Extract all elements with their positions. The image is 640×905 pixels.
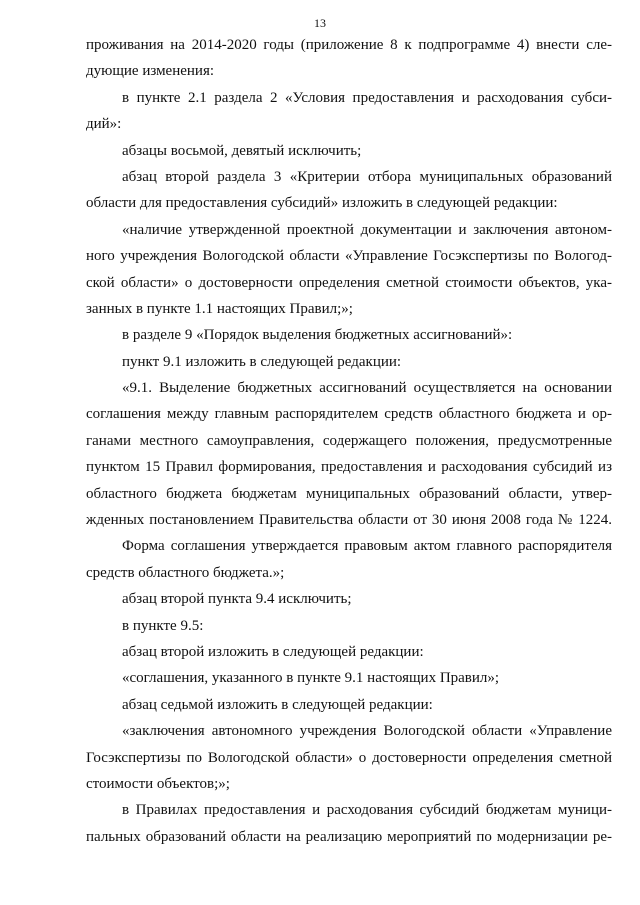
text-line: абзац второй изложить в следующей редакции: — [122, 643, 424, 660]
text-line: пункт 9.1 изложить в следующей редакции: — [122, 353, 402, 370]
text-line: дующие изменения: — [86, 63, 215, 80]
text-line: ганами местного самоуправления, содержащего положения, предусмотренные — [86, 432, 612, 449]
text-line: «9.1. Выделение бюджетных ассигнований осуществляется на основании — [122, 380, 612, 397]
text-line: абзацы восьмой, девятый исключить; — [122, 142, 362, 159]
text-line: пальных образований области на реализацию мероприятий по модернизации ре- — [86, 828, 612, 845]
text-line: областного бюджета бюджетам муниципальных образований области, утвер- — [86, 485, 612, 502]
text-line: в разделе 9 «Порядок выделения бюджетных ассигнований»: — [122, 327, 513, 344]
text-line: стоимости объектов;»; — [86, 775, 230, 792]
text-line: области для предоставления субсидий» изложить в следующей редакции: — [86, 195, 558, 212]
text-line: ного учреждения Вологодской области «Управление Госэкспертизы по Вологод- — [86, 248, 612, 265]
text-line: ской области» о достоверности определения сметной стоимости объектов, ука- — [86, 274, 612, 291]
text-line: жденных постановлением Правительства области от 30 июня 2008 года № 1224. — [86, 512, 612, 529]
text-line: в Правилах предоставления и расходования субсидий бюджетам муници- — [122, 802, 612, 819]
text-line: «наличие утвержденной проектной документации и заключения автоном- — [122, 221, 612, 238]
text-line: абзац второй раздела 3 «Критерии отбора муниципальных образований — [122, 168, 612, 185]
text-line: в пункте 2.1 раздела 2 «Условия предоставления и расходования субси- — [122, 89, 612, 106]
document-body — [86, 32, 612, 850]
page-number: 13 — [314, 16, 326, 30]
text-line: в пункте 9.5: — [122, 617, 204, 634]
text-line: «соглашения, указанного в пункте 9.1 настоящих Правил»; — [122, 670, 500, 687]
text-line: Госэкспертизы по Вологодской области» о достоверности определения сметной — [86, 749, 612, 766]
text-line: дий»: — [86, 116, 122, 133]
text-line: соглашения между главным распорядителем средств областного бюджета и ор- — [86, 406, 612, 423]
text-line: «заключения автономного учреждения Вологодской области «Управление — [122, 723, 612, 740]
text-line: средств областного бюджета.»; — [86, 564, 285, 581]
text-line: занных в пункте 1.1 настоящих Правил;»; — [86, 300, 353, 317]
text-line: проживания на 2014-2020 годы (приложение 8 к подпрограмме 4) внести сле- — [86, 37, 612, 53]
text-line: Форма соглашения утверждается правовым актом главного распорядителя — [122, 538, 612, 555]
text-line: абзац седьмой изложить в следующей редакции: — [122, 696, 433, 713]
text-line: абзац второй пункта 9.4 исключить; — [122, 591, 352, 608]
text-line: пунктом 15 Правил формирования, предоставления и расходования субсидий из — [86, 459, 612, 476]
